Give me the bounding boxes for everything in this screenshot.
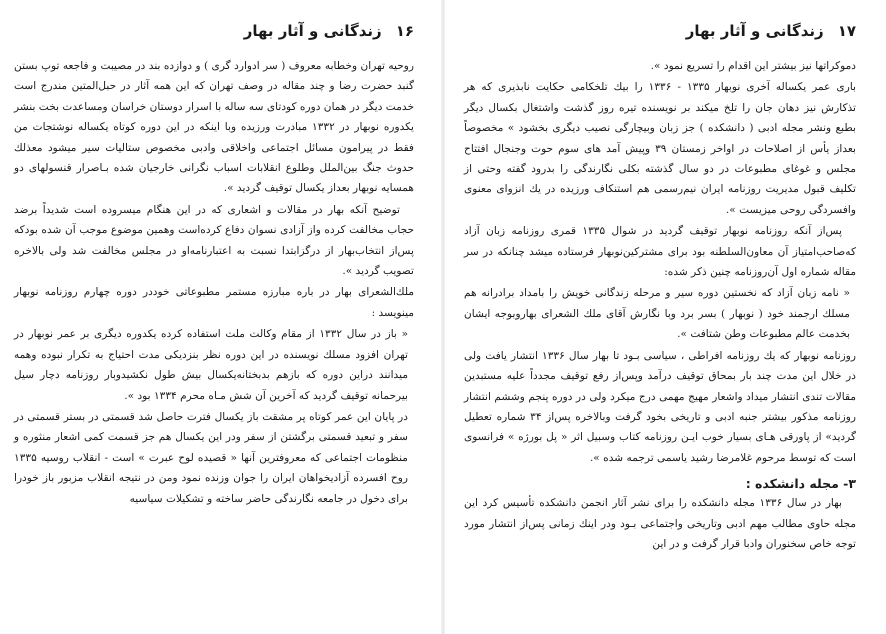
left-quote-paragraph-1: « باز در سال ۱۳۳۲ از مقام وکالت ملت استفاده کرده یکدوره دیگری بر عمر نوبهار در تهران افزود مسلك نویسنده در این دوره نظر بنزدیکی مدت احتیاج به تکرار نبوده وهمه میدانند دراین دوره که بازهم بدبختانه‌یکسال بیش طول نکشیدو‌بار روزنامه دچار سیل بیرحمانه توقیف گردید که آخرین آن شش مـاه محرم ۱۳۳۴ بود ». — [14, 328, 408, 402]
book-gutter — [441, 0, 445, 634]
left-paragraph-3: ملك‌الشعرای بهار در باره مبارزه مستمر مطبوعاتی خوددر دوره چهارم روزنامه نوبهار مینویسد : — [14, 286, 414, 319]
left-page — [0, 0, 440, 634]
left-page-number: ۱۶ — [395, 22, 414, 40]
left-paragraph-1: روحیه تهران وخطابه معروف ( سر ادوارد گری ) و دوازده بند در مصیبت و فاجعه توپ بستن گنبد حضرت رضا و چند مقاله در وصف تهران که این همه آثار در حبل‌المتین مندرج است خدمت دیگر در همان دوره کودتای سه ساله با اسرار دوستان خراسان ومساعدت بخت بنشر یکدوره نوبهار در ۱۳۳۲ مبادرت ورزیده وبا اینکه در این دوره کوتاه یکساله نوشتجات من فقط در پیرامون مسائل اجتماعی واخلاقی وادبی مخصوص ستالیات سیر میشود معذلك حدوث جنگ بین‌الملل وطلوع انقلابات اسباب نگرانی خارجیان شده بـاصرار قنسولهای دو همسایه نوبهار بعداز یکسال توقیف گردید ». — [13, 60, 414, 195]
right-quote-paragraph: « نامه زبان آزاد که نخستین دوره سیر و مرحله زندگانی خویش را بامداد برادرانه هم مسلك ارجمند خود ( نوبهار ) بسر برد وبا نگارش آقای ملك الشعرای بهاروبوجه ایشان بخدمت عالم مطبوعات وطن شتافت ». — [464, 287, 850, 341]
right-page-title: زندگانی و آثار بهار — [685, 22, 824, 40]
left-quote-paragraph-2: در پایان این عمر کوتاه پر مشقت باز یکسال فترت حاصل شد قسمتی در بستر قسمتی در سفر و تبعید قسمتی برگشتن از سفر ودر این یکسال هم جز قسمت کمی اشعار منثوره و منظومات اجتماعی که معروفترین آنها « قصیده لوح عبرت » است - انقلاب روسیه ۱۳۳۵ روح افسرده آزادیخواهان ایران را جوان وزنده نمود ومن در نتیجه انقلاب مزبور باز خودرا برای دخول در جامعه نگارندگی حاضر ساخته و تشکیلات سیاسیه — [14, 410, 408, 505]
right-paragraph-5: روزنامه نوبهار که یك روزنامه افراطی ، سیاسی بـود تا بهار سال ۱۳۳۶ انتشار یافت ولی در خلال این مدت چند بار بمحاق توقیف درآمد وپس‌از رفع توقیف مجدداً علیه مستبدین مقالات تندی انتشار میداد واشعار مهیج مهمی درج میکرد ولی در دوره پنجم وششم انتشار روزنامه مذکور بیشتر جنبه ادبی و تاریخی بخود گرفت وبالاخره پس‌از ۳۴ شماره تعطیل گردید» از پاورقی هـای بسیار خوب ایـن روزنامه کتاب وسبیل اثر « پل بورژه » فرانسوی است که توسط مرحوم غلامرضا رشید یاسمی ترجمه شده ». — [464, 349, 856, 464]
left-page-title: زندگانی و آثار بهار — [243, 22, 382, 40]
left-page-header — [14, 22, 414, 40]
right-paragraph-2: باری عمر یکساله آخری نوبهار ۱۳۳۵ - ۱۳۳۶ را بیك تلخکامی حکایت نابذیری که هر تذکارش نیز دهان جان را تلخ میکند بر نویسنده تیره روز گذشت واشتغال بکسال دیگر بطبع ونشر مجله ادبی ( دانشکده ) جز زبان وبیچارگی نصیب دیگری بخشود » مخصوصاً بعداز یأس از اصلاحات در اواخر زمستان ۳۹ وپیش آمد های سوم حوت وجنجال افتتاح مجلس و غوغای مطبوعات در دو سال گذشته بکلی نگارندگی را بدرود گفته وحتی از تکلیف قبول مدیریت روزنامه ایران نیم‌رسمی هم استنکاف ورزیده در یك انزوای معنوی وافسردگی روحی میزیست ». — [464, 81, 856, 216]
right-paragraph-3: پس‌از آنکه روزنامه نوبهار توقیف گردید در شوال ۱۳۳۵ قمری روزنامه زبان آزاد که‌صاحب‌امتیاز آن معاون‌السلطنه بود برای مشترکین‌نوبهار فرستاده میشد چنانکه در سر مقاله شماره اول آن‌روزنامه چنین ذکر شده: — [464, 225, 856, 279]
right-paragraph-1: دموکراتها نیز بیشتر این اقدام را تسریع نمود ». — [650, 60, 856, 72]
right-page-header — [464, 22, 856, 40]
left-paragraph-2: توضیح آنکه بهار در مقالات و اشعاری که در این هنگام میسروده است شدیداً برضد حجاب مخالفت کرده واز آزادی نسوان دفاع کرده‌است وهمین موضوع موجب آن شده بودکه پس‌از انتخاب‌بهار از درگز‌ابتدا نسبت به اعتبارنامه‌او در مجلس مخالفت شد ولی بالاخره تصویب گردید ». — [14, 203, 414, 278]
right-page — [446, 0, 886, 634]
right-last-paragraph: بهار در سال ۱۳۳۶ مجله دانشکده را برای نشر آثار انجمن دانشکده تأسیس کرد این مجله حاوی مطالب مهم ادبی وتاریخی واجتماعی بـود ودر اینك زمانی پس‌از انتشار مورد توجه خاص سخنوران وادبا قرار گرفت و در این — [464, 497, 856, 550]
right-page-number: ۱۷ — [837, 22, 856, 40]
section-heading-daneshkadeh: ۳- مجله دانشکده : — [745, 476, 856, 492]
